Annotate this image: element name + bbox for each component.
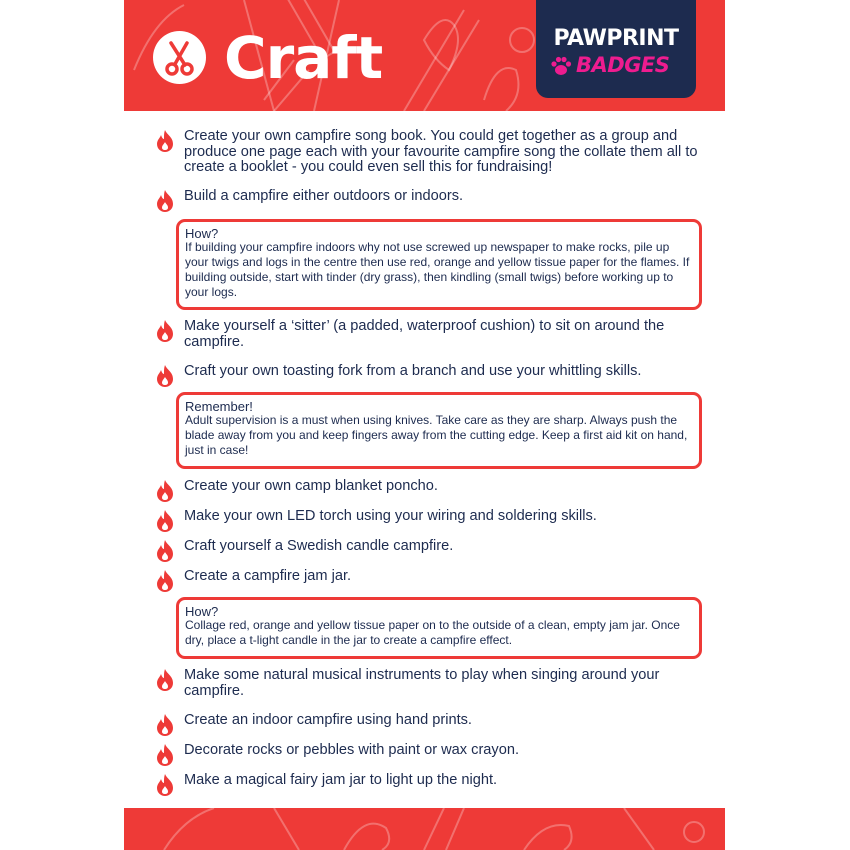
item-text: Make your own LED torch using your wiring and soldering skills.	[184, 508, 597, 524]
scissors-icon	[153, 31, 206, 84]
brand-logo	[536, 0, 696, 98]
box-title: Remember!	[185, 399, 253, 414]
item-text: Craft your own toasting fork from a branch and use your whittling skills.	[184, 363, 642, 379]
item-text: Make some natural musical instruments to play when singing around your campfire.	[184, 667, 660, 699]
box-title: How?	[185, 604, 219, 619]
flame-icon	[154, 713, 176, 737]
flame-icon	[154, 479, 176, 503]
footer-banner	[124, 808, 725, 850]
flame-icon	[154, 319, 176, 343]
paw-icon	[550, 55, 572, 77]
info-box	[176, 597, 702, 659]
flame-icon	[154, 773, 176, 797]
item-text: Build a campfire either outdoors or indoors.	[184, 188, 464, 204]
flame-icon	[154, 364, 176, 388]
item-text: Create your own camp blanket poncho.	[184, 478, 438, 494]
item-text: Craft yourself a Swedish candle campfire.	[184, 538, 454, 554]
header-banner	[124, 0, 725, 111]
flame-icon	[154, 509, 176, 533]
item-text: Create an indoor campfire using hand prints.	[184, 712, 472, 728]
footer-decoration	[124, 808, 725, 850]
item-text: Create a campfire jam jar.	[184, 568, 352, 584]
flame-icon	[154, 129, 176, 153]
item-text: Make a magical fairy jam jar to light up the night.	[184, 772, 498, 788]
activity-sheet	[124, 0, 725, 850]
box-text: Collage red, orange and yellow tissue paper on to the outside of a clean, empty jam jar. Once dry, place a t-light candle in the jar to create a campfire effect.	[185, 618, 680, 648]
item-text: Make yourself a ‘sitter’ (a padded, waterproof cushion) to sit on around the campfire.	[184, 318, 665, 350]
item-text: Create your own campfire song book. You could get together as a group and produce one page each with your favourite campfire song the collate them all to create a booklet - you could even sell this for fundraising!	[184, 128, 698, 175]
page-title: Craft	[224, 24, 383, 92]
box-text: If building your campfire indoors why not use screwed up newspaper to make rocks, pile up your twigs and logs in the centre then use red, orange and yellow tissue paper for the flames. If building outside, start with tinder (dry grass), then kindling (small twigs) before working up to your logs.	[185, 240, 690, 300]
brand-badges: BADGES	[576, 53, 670, 77]
flame-icon	[154, 668, 176, 692]
box-title: How?	[185, 226, 219, 241]
flame-icon	[154, 189, 176, 213]
brand-subline	[550, 53, 690, 83]
item-text: Decorate rocks or pebbles with paint or wax crayon.	[184, 742, 520, 758]
info-box	[176, 219, 702, 310]
flame-icon	[154, 743, 176, 767]
brand-name: PAWPRINT	[553, 26, 679, 51]
warning-box	[176, 392, 702, 469]
flame-icon	[154, 539, 176, 563]
box-text: Adult supervision is a must when using knives. Take care as they are sharp. Always push the blade away from you and keep fingers away from the cutting edge. Keep a first aid kit on hand, just in case!	[185, 413, 688, 458]
flame-icon	[154, 569, 176, 593]
